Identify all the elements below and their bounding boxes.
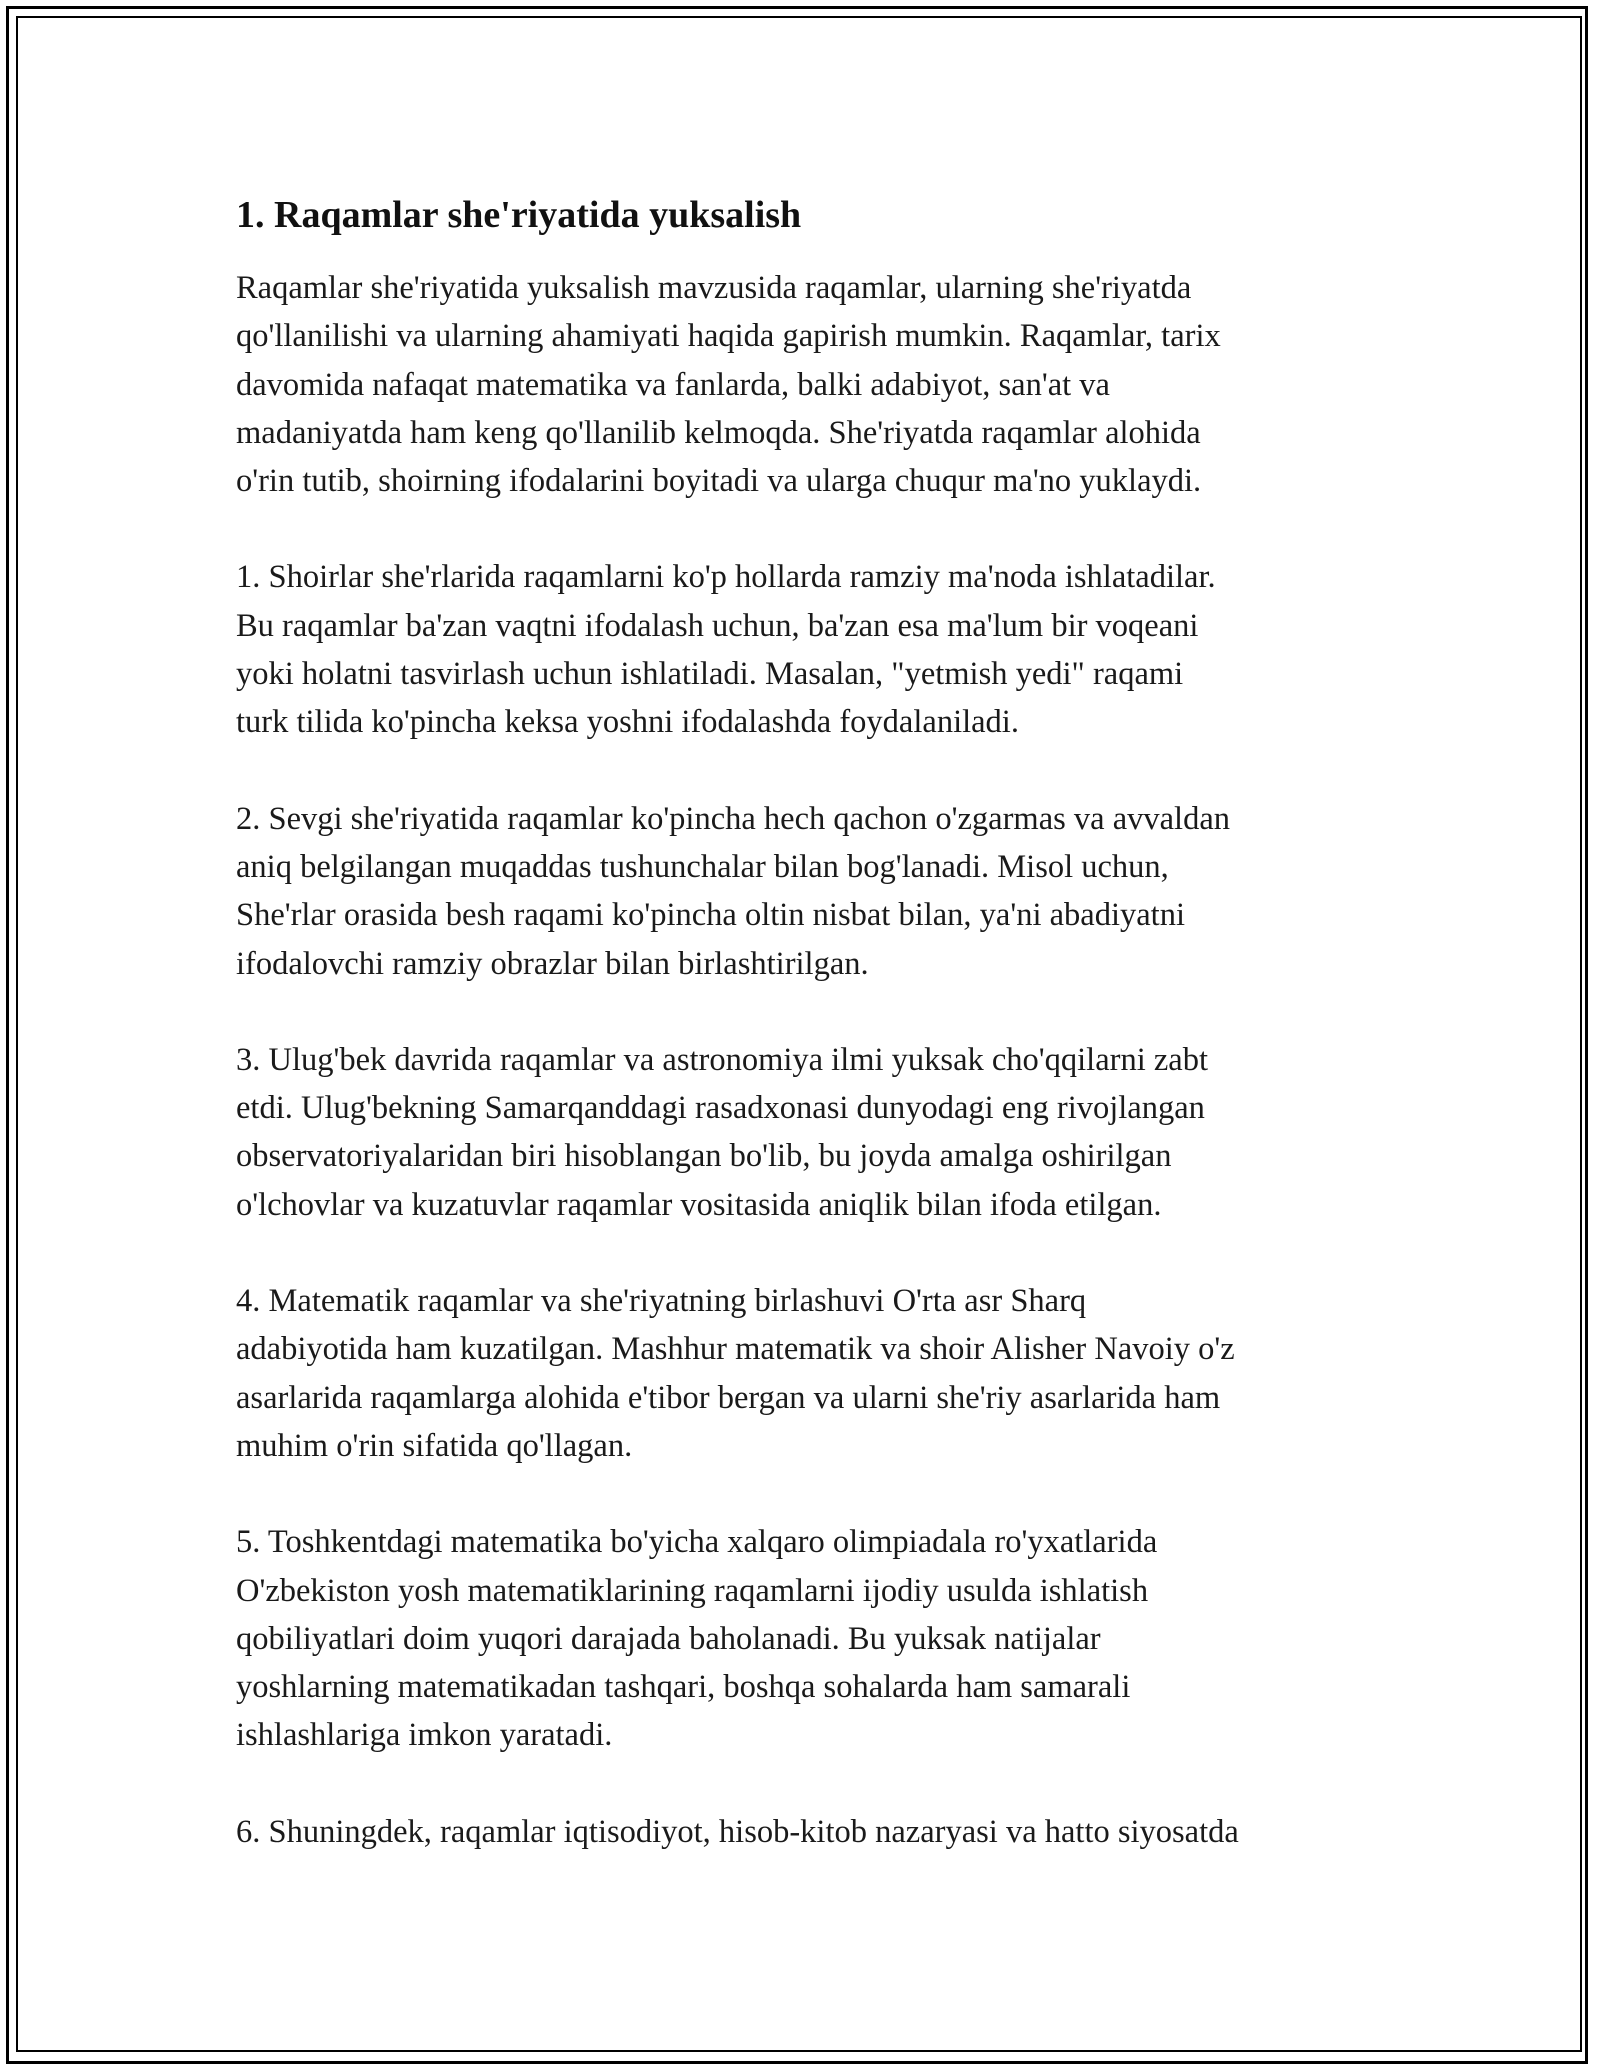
paragraph-item-3: 3. Ulug'bek davrida raqamlar va astronomiya ilmi yuksak cho'qqilarni zabt etdi. Ulug'bekning Samarqanddagi rasadxonasi dunyodagi eng rivojlangan observatoriyalaridan biri hisoblangan bo'lib, bu joyda amalga oshirilgan o'lchovlar va kuzatuvlar raqamlar vositasida aniqlik bilan ifoda etilgan.	[236, 1041, 1208, 1223]
intro-paragraph: Raqamlar she'riyatida yuksalish mavzusida raqamlar, ularning she'riyatda qo'llanilishi va ularning ahamiyati haqida gapirish mumkin. Raqamlar, tarix davomida nafaqat matematika va fanlarda, balki adabiyot, san'at va madaniyatda ham keng qo'llanilib kelmoqda. She'riyatda raqamlar alohida o'rin tutib, shoirning ifodalarini boyitadi va ularga chuqur ma'no yuklaydi.	[236, 270, 1221, 500]
paragraph-item-4: 4. Matematik raqamlar va she'riyatning birlashuvi O'rta asr Sharq adabiyotida ham kuzatilgan. Mashhur matematik va shoir Alisher Navoiy o'z asarlarida raqamlarga alohida e'tibor bergan va ularni she'riy asarlarida ham muhim o'rin sifatida qo'llagan.	[236, 1283, 1235, 1464]
paragraph-item-6: 6. Shuningdek, raqamlar iqtisodiyot, hisob-kitob nazaryasi va hatto siyosatda	[236, 1813, 1239, 1850]
document-page	[236, 186, 1386, 1856]
paragraph-item-5: 5. Toshkentdagi matematika bo'yicha xalqaro olimpiadala ro'yxatlarida O'zbekiston yosh matematiklarining raqamlarni ijodiy usulda ishlatish qobiliyatlari doim yuqori darajada baholanadi. Bu yuksak natijalar yoshlarning matematikadan tashqari, boshqa sohalarda ham samarali ishlashlariga imkon yaratadi.	[236, 1524, 1158, 1754]
paragraph-item-2: 2. Sevgi she'riyatida raqamlar ko'pincha hech qachon o'zgarmas va avvaldan aniq belgilangan muqaddas tushunchalar bilan bog'lanadi. Misol uchun, She'rlar orasida besh raqami ko'pincha oltin nisbat bilan, ya'ni abadiyatni ifodalovchi ramziy obrazlar bilan birlashtirilgan.	[236, 800, 1230, 982]
paragraph-item-1: 1. Shoirlar she'rlarida raqamlarni ko'p hollarda ramziy ma'noda ishlatadilar. Bu raqamlar ba'zan vaqtni ifodalash uchun, ba'zan esa ma'lum bir voqeani yoki holatni tasvirlash uchun ishlatiladi. Masalan, "yetmish yedi" raqami turk tilida ko'pincha keksa yoshni ifodalashda foydalaniladi.	[236, 559, 1216, 741]
document-title: 1. Raqamlar she'riyatida yuksalish	[236, 194, 802, 236]
